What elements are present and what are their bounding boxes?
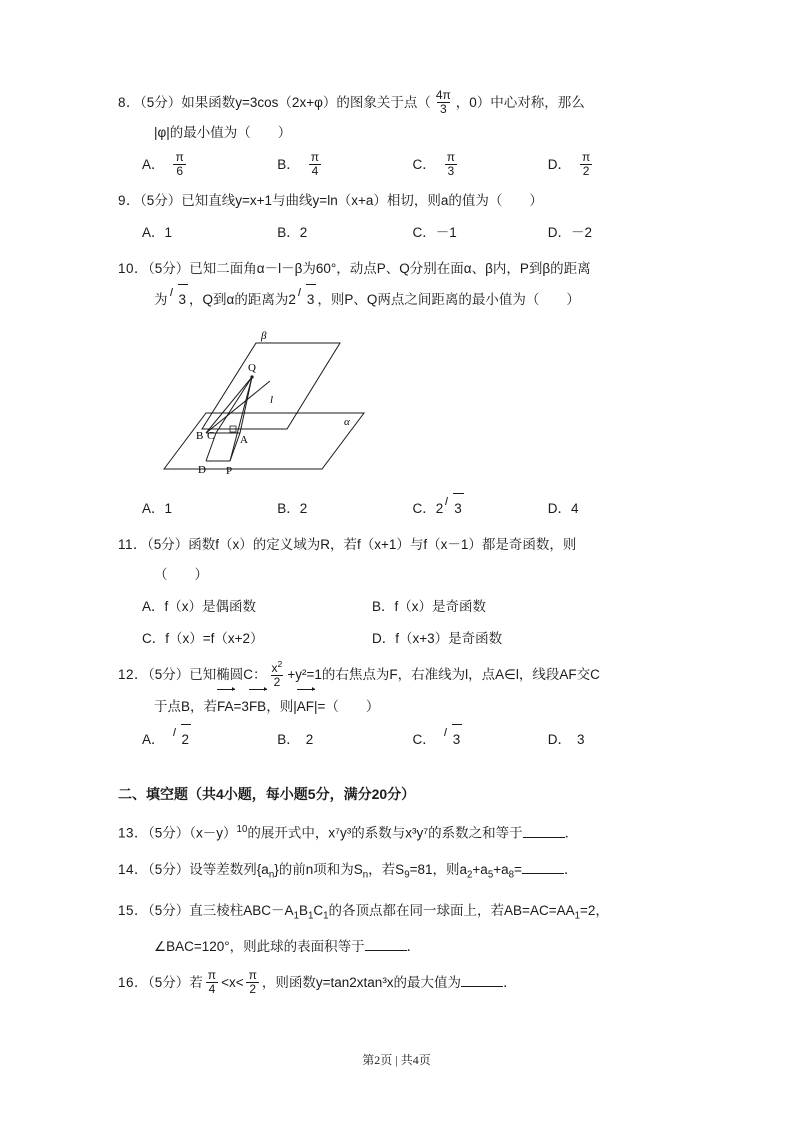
option-c-sqrt-2: 3 <box>443 724 463 755</box>
question-10 <box>118 254 683 524</box>
option-d-fraction: $\frac{\pi}{2}$ <box>579 151 593 177</box>
option-a-fraction: $\frac{\pi}{6}$ <box>173 151 187 177</box>
question-8-option-d[interactable]: D． $\frac{\pi}{2}$ <box>548 150 683 180</box>
label-D: D <box>198 464 206 476</box>
question-9 <box>118 186 683 248</box>
sqrt-3-b: 3 <box>297 284 317 315</box>
label-C: C <box>207 430 215 442</box>
question-11-line-2: （ ） <box>154 567 208 582</box>
question-14-line-1: 14．（5分）设等差数列$\{a_n\}$的前n项和为$S_n$，若$S_9=81$，则$a_2+a_5+a_8=$ ． <box>118 861 578 881</box>
question-15 <box>118 896 683 962</box>
question-11-score: （5分） <box>147 537 189 552</box>
question-10-option-c[interactable]: C．2 3 <box>413 493 548 524</box>
answer-blank-13[interactable] <box>523 837 565 838</box>
sqrt-3: 3 <box>169 284 189 315</box>
option-c-fraction: $\frac{\pi}{3}$ <box>444 151 458 177</box>
question-12-line-2: 于点B，若FA=3FB，则|AF|=（ ） <box>118 690 683 722</box>
question-9-option-b[interactable]: B．2 <box>277 225 308 240</box>
question-11-option-b[interactable]: B．f（x）是奇函数 <box>372 599 487 614</box>
question-10-options <box>118 493 683 524</box>
question-9-number: 9． <box>118 193 141 208</box>
question-11-options-row-1 <box>118 592 683 622</box>
question-9-option-c[interactable]: C．－1 <box>412 225 457 240</box>
label-l: l <box>270 394 274 406</box>
question-8-line-1 <box>118 88 683 118</box>
question-10-text-1: 已知二面角α－l－β为60°，动点P、Q分别在面α、β内，P到β的距离 <box>189 261 591 276</box>
question-8-score: （5分） <box>140 95 182 110</box>
question-16 <box>118 968 683 998</box>
question-12-score: （5分） <box>148 667 190 682</box>
option-c-sqrt: 3 <box>444 493 464 524</box>
label-alpha: α <box>344 416 350 428</box>
question-14 <box>118 855 683 891</box>
question-11-options-row-2 <box>118 624 683 654</box>
question-8-option-c[interactable]: C． $\frac{\pi}{3}$ <box>413 150 548 180</box>
question-13-line-1: 13．（5分）$(x-y)^{10}$的展开式中，x⁷y³的系数与x³y⁷的系数之和等于 ． <box>118 824 579 841</box>
question-8-number: 8． <box>118 95 141 110</box>
question-12-fraction: $\frac{x^2}{2}$ <box>271 659 283 689</box>
question-14-number: 14． <box>118 861 149 877</box>
question-11-line-1: 11．（5分）函数f（x）的定义域为R，若f（x+1）与f（x－1）都是奇函数，则 <box>118 537 577 552</box>
question-8-option-b[interactable]: B． $\frac{\pi}{4}$ <box>277 150 412 180</box>
label-P: P <box>226 465 233 477</box>
question-9-line-1 <box>118 186 683 216</box>
question-8-text-a: 如果函数y=3cos（2x+φ）的图象关于点（ <box>181 95 431 110</box>
question-10-score: （5分） <box>148 261 190 276</box>
question-10-line-1 <box>118 254 683 284</box>
question-11-option-c[interactable]: C．f（x）=f（x+2） <box>142 631 264 646</box>
page-footer: 第2页 | 共4页 <box>362 1053 431 1067</box>
question-8-options <box>118 150 683 180</box>
question-15-line-1: 15．（5分）直三棱柱$ABC-A_1B_1C_1$的各顶点都在同一球面上，若$AB=AC=AA_1=2$， <box>118 903 609 922</box>
answer-blank-15[interactable] <box>365 950 407 951</box>
question-12 <box>118 660 683 755</box>
question-11 <box>118 530 683 654</box>
question-8-text-b: ，0）中心对称，那么 <box>455 95 585 110</box>
question-16-fraction-1: $\frac{\pi}{4}$ <box>205 969 219 995</box>
dihedral-angle-diagram <box>144 321 374 486</box>
question-8 <box>118 88 683 180</box>
question-11-number: 11． <box>118 537 148 552</box>
vector-AF: AF <box>297 690 314 722</box>
question-13-number: 13． <box>118 825 149 841</box>
option-a-sqrt: 2 <box>172 724 192 755</box>
vector-FA: FA <box>217 690 234 722</box>
question-10-option-b[interactable]: B．2 <box>277 500 308 516</box>
question-9-option-a[interactable]: A．1 <box>142 225 173 240</box>
question-12-line-1: 12．（5分）已知椭圆C： $\frac{x^2}{2}$ +y²=1的右焦点为F，右准线为l，点A∈l，线段AF交C <box>118 659 600 689</box>
question-16-fraction-2: $\frac{\pi}{2}$ <box>246 969 260 995</box>
question-9-score: （5分） <box>140 193 182 208</box>
question-11-option-d[interactable]: D．f（x+3）是奇函数 <box>372 631 503 646</box>
label-B: B <box>196 430 204 442</box>
question-8-option-a[interactable]: A． $\frac{\pi}{6}$ <box>142 150 277 180</box>
question-15-number: 15． <box>118 903 149 919</box>
question-15-line-2: ∠BAC=120°，则此球的表面积等于 ． <box>154 938 421 954</box>
answer-blank-16[interactable] <box>461 986 503 987</box>
question-12-number: 12． <box>118 667 149 682</box>
question-9-option-d[interactable]: D．－2 <box>547 225 593 240</box>
label-beta: β <box>261 330 267 342</box>
question-8-line-2: |φ|的最小值为（ ） <box>154 125 292 140</box>
question-10-line-2: 为 3 ，Q到α的距离为2 3 ，则P、Q两点之间距离的最小值为（ ） <box>118 284 683 315</box>
question-12-option-d[interactable]: D． 3 <box>547 731 585 747</box>
question-12-option-b[interactable]: B． 2 <box>277 731 314 747</box>
question-9-options <box>118 218 683 248</box>
question-16-number: 16． <box>118 974 149 990</box>
answer-blank-14[interactable] <box>522 873 564 874</box>
label-Q: Q <box>248 362 256 374</box>
question-10-option-a[interactable]: A．1 <box>142 500 173 516</box>
question-13 <box>118 815 683 849</box>
option-b-fraction: $\frac{\pi}{4}$ <box>308 151 322 177</box>
question-10-option-d[interactable]: D．4 <box>547 500 579 516</box>
question-16-line-1: 16．（5分）若 $\frac{\pi}{4}$ <x< $\frac{\pi}{2}$ ，则函数y=tan2xtan³x的最大值为 ． <box>118 968 517 996</box>
question-10-figure <box>144 321 683 491</box>
question-12-option-c[interactable]: C． 3 <box>413 724 548 755</box>
section-heading-fill-in-blank: 二、填空题（共4小题，每小题5分，满分20分） <box>118 786 416 802</box>
question-12-options <box>118 724 683 755</box>
question-10-number: 10． <box>118 261 149 276</box>
question-11-option-a[interactable]: A．f（x）是偶函数 <box>142 599 257 614</box>
question-9-text: 已知直线y=x+1与曲线y=ln（x+a）相切，则a的值为（ ） <box>181 193 543 208</box>
question-12-option-a[interactable]: A． 2 <box>142 724 277 755</box>
vector-FB: FB <box>249 690 266 722</box>
label-A: A <box>240 434 248 446</box>
question-8-fraction: $\frac{4\pi}{3}$ <box>435 88 451 116</box>
